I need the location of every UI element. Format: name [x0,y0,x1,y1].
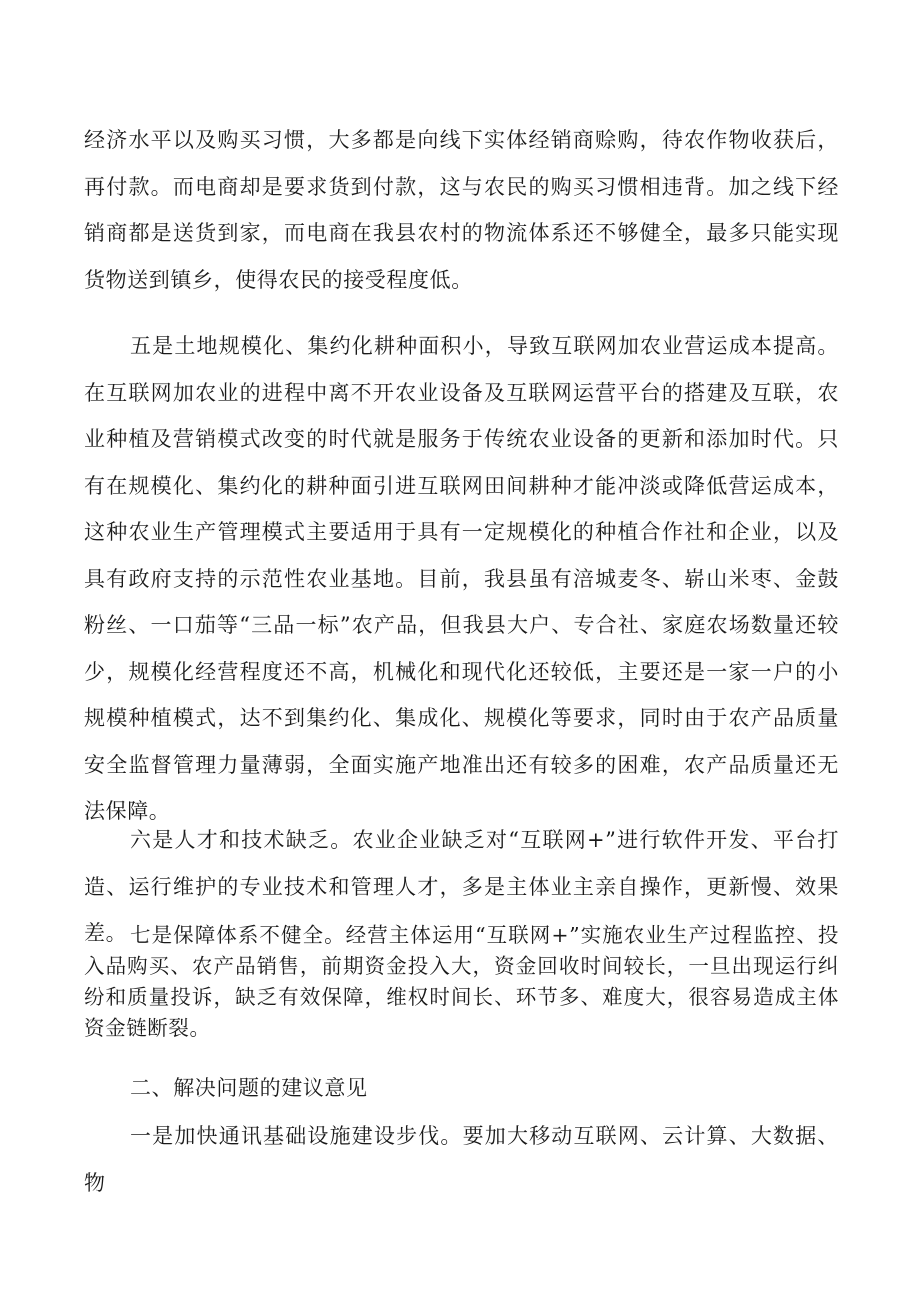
paragraph-continuation: 经济水平以及购买习惯，大多都是向线下实体经销商赊购，待农作物收获后，再付款。而电商却是要求货到付款，这与农民的购买习惯相违背。加之线下经销商都是送货到家，而电商在我县农村的物流体系还不够健全，最多只能实现货物送到镇乡，使得农民的接受程度低。 [84,128,839,292]
section-heading: 二、解决问题的建议意见 [130,1076,368,1100]
paragraph-point-five: 五是土地规模化、集约化耕种面积小，导致互联网加农业营运成本提高。在互联网加农业的进程中离不开农业设备及互联网运营平台的搭建及互联，农业种植及营销模式改变的时代就是服务于传统农业设备的更新和添加时代。只有在规模化、集约化的耕种面引进互联网田间耕种才能冲淡或降低营运成本，这种农业生产管理模式主要适用于具有一定规模化的种植合作社和企业，以及具有政府支持的示范性农业基地。目前，我县虽有涪城麦冬、崭山米枣、金鼓粉丝、一口茄等“三品一标”农产品，但我县大户、专合社、家庭农场数量还较少，规模化经营程度还不高，机械化和现代化还较低，主要还是一家一户的小规模种植模式，达不到集约化、集成化、规模化等要求，同时由于农产品质量安全监督管理力量薄弱，全面实施产地准出还有较多的困难，农产品质量还无法保障。 [84,334,839,823]
paragraph-suggestion-one: 一是加快通讯基础设施建设步伐。要加大移动互联网、云计算、大数据、物 [84,1124,839,1195]
paragraph-point-seven: 七是保障体系不健全。经营主体运用“互联网+”实施农业生产过程监控、投入品购买、农产品销售，前期资金投入大，资金回收时间较长，一旦出现运行纠纷和质量投诉，缺乏有效保障，维权时间长、环节多、难度大，很容易造成主体资金链断裂。 [84,923,839,1040]
paragraph-point-six: 六是人才和技术缺乏。农业企业缺乏对“互联网+”进行软件开发、平台打造、运行维护的专业技术和管理人才，多是主体业主亲自操作，更新慢、效果差。 [84,828,839,945]
